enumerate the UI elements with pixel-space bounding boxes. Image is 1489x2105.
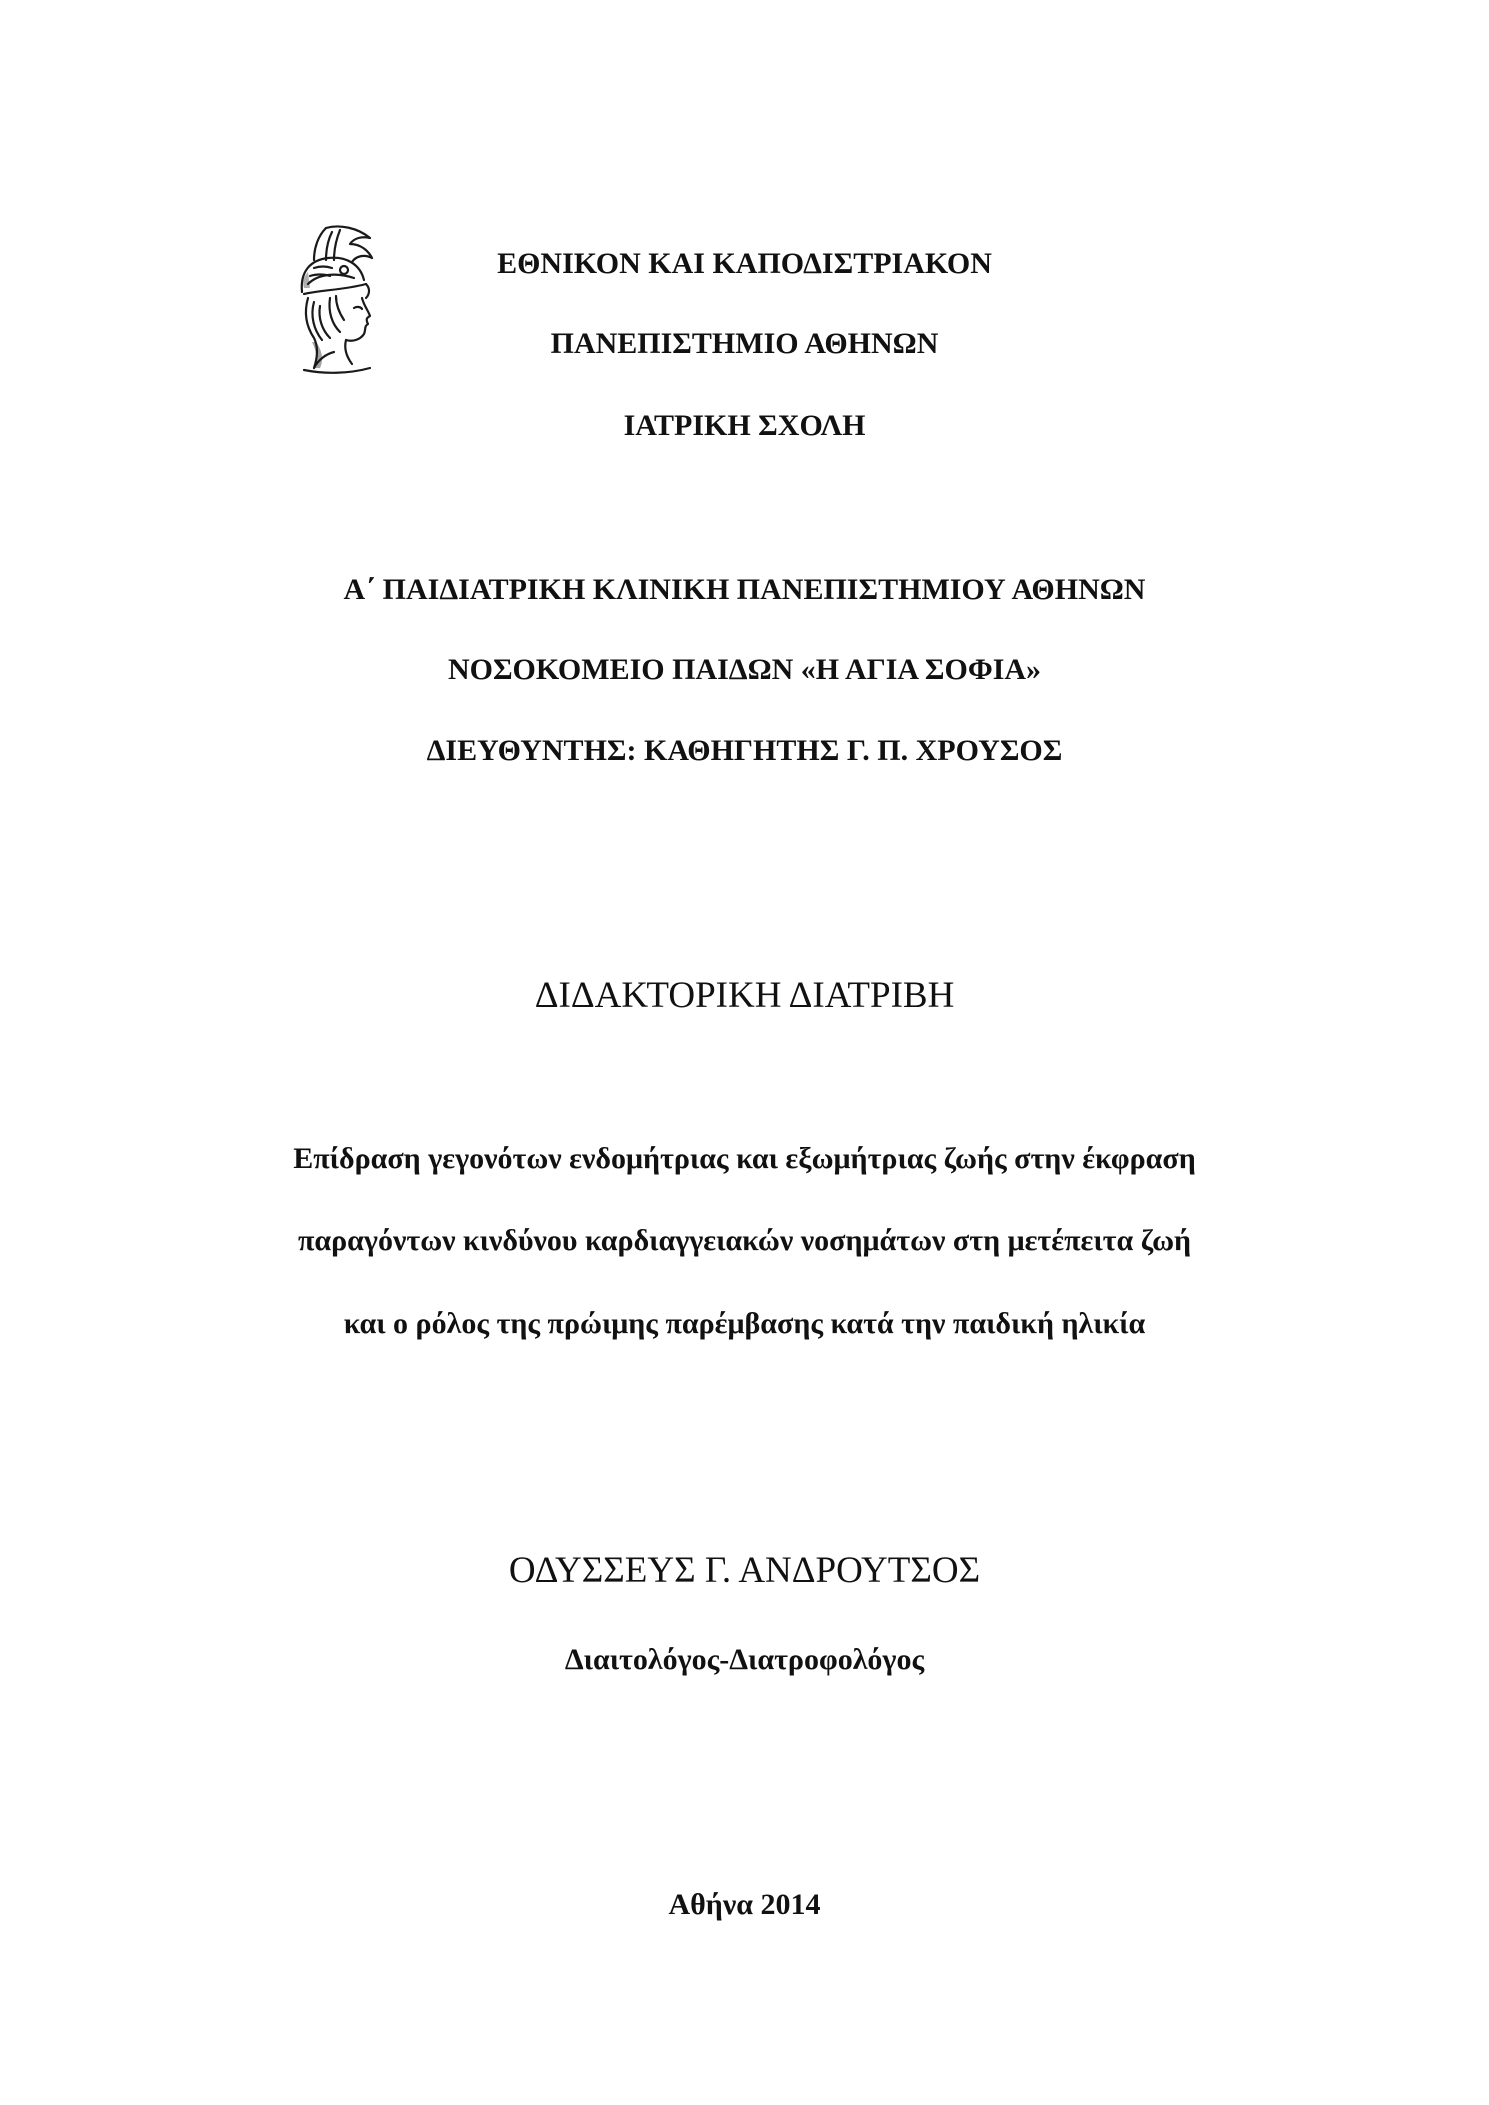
school-name: ΙΑΤΡΙΚΗ ΣΧΟΛΗ — [623, 409, 866, 442]
place-and-year: Αθήνα 2014 — [668, 1888, 821, 1921]
thesis-title-line-3: και ο ρόλος της πρώιμης παρέμβασης κατά την παιδική ηλικία — [343, 1307, 1146, 1340]
clinic-name: Α΄ ΠΑΙΔΙΑΤΡΙΚΗ ΚΛΙΝΙΚΗ ΠΑΝΕΠΙΣΤΗΜΙΟΥ ΑΘΗΝΩΝ — [343, 573, 1146, 606]
university-name-line-2: ΠΑΝΕΠΙΣΤΗΜΙΟ ΑΘΗΝΩΝ — [550, 327, 939, 360]
author-role: Διαιτολόγος-Διατροφολόγος — [564, 1643, 925, 1676]
document-type-heading: ΔΙΔΑΚΤΟΡΙΚΗ ΔΙΑΤΡΙΒΗ — [534, 975, 955, 1016]
university-name-line-1: ΕΘΝΙΚΟΝ ΚΑΙ ΚΑΠΟΔΙΣΤΡΙΑΚΟΝ — [497, 247, 992, 280]
thesis-title-line-2: παραγόντων κινδύνου καρδιαγγειακών νοσημάτων στη μετέπειτα ζωή — [297, 1224, 1192, 1257]
author-name: ΟΔΥΣΣΕΥΣ Γ. ΑΝΔΡΟΥΤΣΟΣ — [508, 1550, 981, 1591]
hospital-name: ΝΟΣΟΚΟΜΕΙΟ ΠΑΙΔΩΝ «Η ΑΓΙΑ ΣΟΦΙΑ» — [447, 653, 1042, 686]
director-line: ΔΙΕΥΘΥΝΤΗΣ: ΚΑΘΗΓΗΤΗΣ Γ. Π. ΧΡΟΥΣΟΣ — [426, 734, 1063, 767]
thesis-title-line-1: Επίδραση γεγονότων ενδομήτριας και εξωμήτριας ζωής στην έκφραση — [293, 1142, 1196, 1175]
